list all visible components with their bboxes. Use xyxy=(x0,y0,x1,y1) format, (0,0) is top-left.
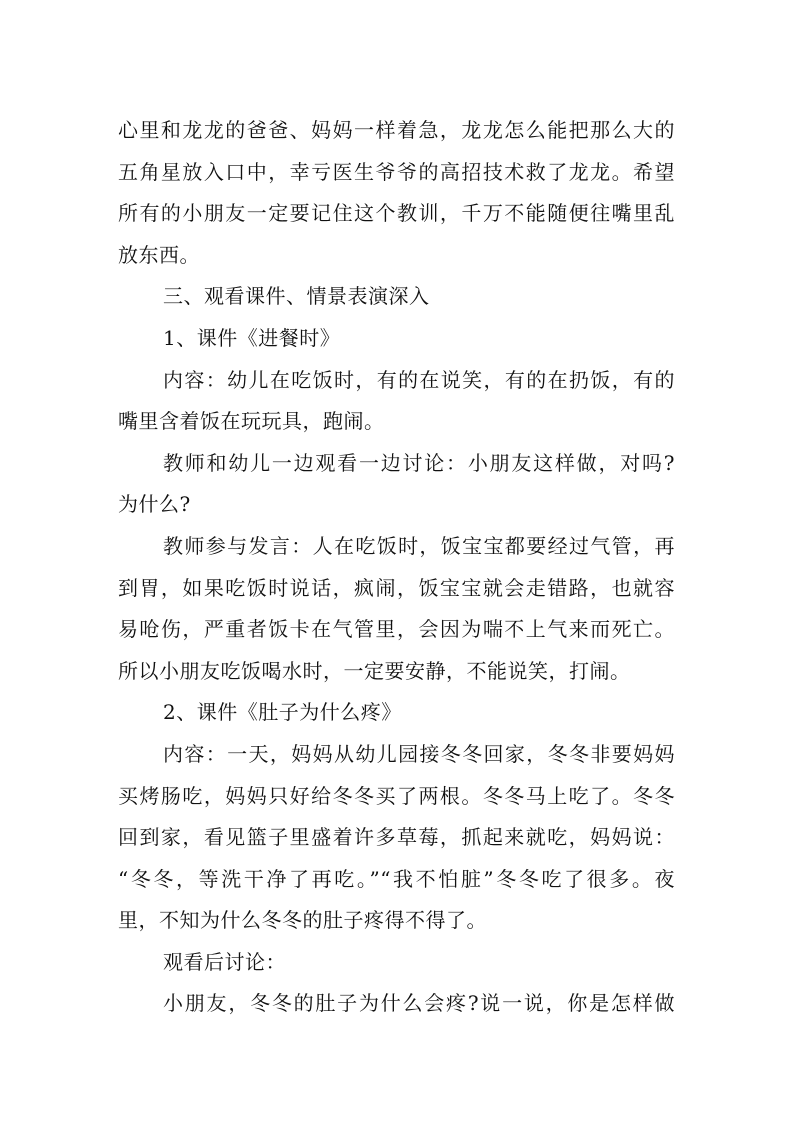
subsection-heading xyxy=(118,318,675,360)
text-line: 所以小朋友吃饭喝水时，一定要安静，不能说笑，打闹。 xyxy=(118,658,631,683)
paragraph-discussion xyxy=(118,443,675,526)
text-line: 心里和龙龙的爸爸、妈妈一样着急，龙龙怎么能把那么大的 xyxy=(118,118,675,142)
text-line: 观看后讨论： xyxy=(163,949,286,974)
paragraph-continuation xyxy=(118,110,675,276)
paragraph-question xyxy=(118,983,675,1025)
text-line: 买烤肠吃，妈妈只好给冬冬买了两根。冬冬马上吃了。冬冬 xyxy=(118,783,675,808)
text-line: 嘴里含着饭在玩玩具，跑闹。 xyxy=(118,409,385,434)
text-line: 1、课件《进餐时》 xyxy=(163,325,341,350)
text-line: 内容：一天，妈妈从幼儿园接冬冬回家，冬冬非要妈妈 xyxy=(163,741,675,766)
text-line: “冬冬，等洗干净了再吃。”“我不怕脏”冬冬吃了很多。夜 xyxy=(118,866,675,891)
subsection-heading xyxy=(118,692,675,734)
text-line: 内容：幼儿在吃饭时，有的在说笑，有的在扔饭，有的 xyxy=(163,367,675,392)
text-line: 放东西。 xyxy=(118,242,200,267)
paragraph-teacher-remarks xyxy=(118,526,675,692)
paragraph-content-meal xyxy=(118,360,675,443)
text-line: 里，不知为什么冬冬的肚子疼得不得了。 xyxy=(118,908,487,933)
text-line: 小朋友，冬冬的肚子为什么会疼?说一说，你是怎样做 xyxy=(163,991,675,1016)
text-line: 三、观看课件、情景表演深入 xyxy=(163,284,430,309)
paragraph-content-stomach xyxy=(118,734,675,942)
document-body xyxy=(118,110,675,1025)
text-line: 五角星放入口中，幸亏医生爷爷的高招技术救了龙龙。希望 xyxy=(118,159,675,184)
text-line: 所有的小朋友一定要记住这个教训，千万不能随便往嘴里乱 xyxy=(118,201,675,226)
text-line: 2、课件《肚子为什么疼》 xyxy=(163,700,402,725)
paragraph-after-viewing xyxy=(118,942,675,984)
section-heading xyxy=(118,276,675,318)
text-line: 到胃，如果吃饭时说话，疯闹，饭宝宝就会走错路，也就容 xyxy=(118,575,675,600)
text-line: 教师和幼儿一边观看一边讨论：小朋友这样做，对吗? xyxy=(163,450,675,475)
text-line: 回到家，看见篮子里盛着许多草莓，抓起来就吃，妈妈说： xyxy=(118,825,675,850)
text-line: 为什么? xyxy=(118,492,191,517)
text-line: 易呛伤，严重者饭卡在气管里，会因为喘不上气来而死亡。 xyxy=(118,617,675,642)
text-line: 教师参与发言：人在吃饭时，饭宝宝都要经过气管，再 xyxy=(163,533,675,558)
